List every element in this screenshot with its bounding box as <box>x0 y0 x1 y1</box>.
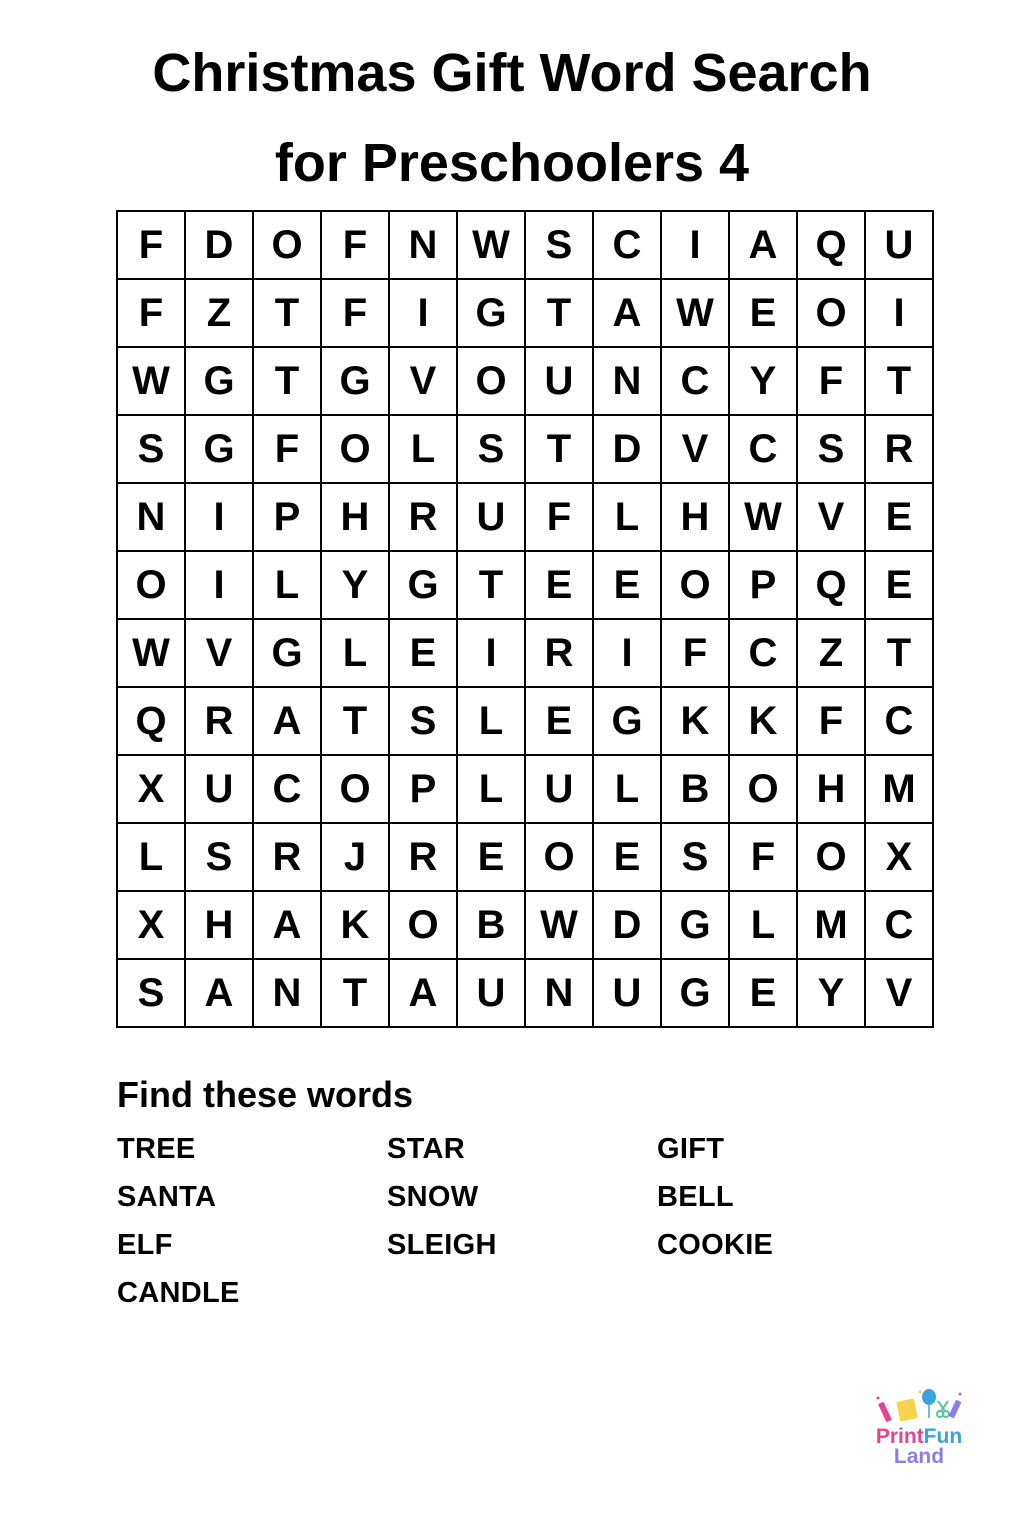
grid-row <box>117 891 933 959</box>
grid-cell: B <box>457 891 525 959</box>
grid-cell: V <box>185 619 253 687</box>
grid-cell: L <box>321 619 389 687</box>
grid-cell: H <box>661 483 729 551</box>
grid-cell: N <box>253 959 321 1027</box>
grid-cell: F <box>321 279 389 347</box>
page-title: Christmas Gift Word Search <box>152 43 872 103</box>
grid-cell: T <box>865 347 933 415</box>
grid-cell: X <box>865 823 933 891</box>
grid-cell: N <box>389 211 457 279</box>
grid-cell: O <box>321 755 389 823</box>
grid-cell: I <box>185 483 253 551</box>
grid-row <box>117 211 933 279</box>
grid-cell: E <box>525 687 593 755</box>
grid-cell: G <box>389 551 457 619</box>
grid-row <box>117 483 933 551</box>
grid-cell: W <box>729 483 797 551</box>
grid-cell: O <box>389 891 457 959</box>
grid-cell: F <box>729 823 797 891</box>
grid-cell: C <box>865 891 933 959</box>
grid-cell: U <box>457 483 525 551</box>
grid-cell: L <box>253 551 321 619</box>
grid-cell: X <box>117 891 185 959</box>
grid-cell: I <box>389 279 457 347</box>
grid-cell: G <box>661 959 729 1027</box>
grid-cell: F <box>661 619 729 687</box>
word-list-item: ELF <box>117 1229 173 1261</box>
grid-row <box>117 415 933 483</box>
grid-cell: S <box>797 415 865 483</box>
grid-cell: C <box>593 211 661 279</box>
grid-cell: F <box>321 211 389 279</box>
grid-cell: T <box>321 687 389 755</box>
grid-cell: U <box>593 959 661 1027</box>
grid-cell: G <box>253 619 321 687</box>
grid-cell: A <box>253 687 321 755</box>
grid-cell: T <box>253 279 321 347</box>
word-list-item: SLEIGH <box>387 1229 497 1261</box>
logo-text-line2: Land <box>893 1445 945 1468</box>
grid-cell: Q <box>117 687 185 755</box>
art-supplies-icon <box>874 1388 964 1428</box>
grid-cell: U <box>865 211 933 279</box>
grid-cell: W <box>117 347 185 415</box>
grid-cell: I <box>185 551 253 619</box>
grid-cell: X <box>117 755 185 823</box>
word-list-item: STAR <box>387 1133 465 1165</box>
grid-cell: O <box>525 823 593 891</box>
grid-cell: L <box>117 823 185 891</box>
grid-cell: H <box>797 755 865 823</box>
grid-cell: O <box>797 279 865 347</box>
grid-cell: I <box>457 619 525 687</box>
grid-cell: L <box>389 415 457 483</box>
grid-row <box>117 959 933 1027</box>
grid-cell: A <box>389 959 457 1027</box>
grid-cell: Z <box>185 279 253 347</box>
grid-cell: E <box>865 551 933 619</box>
grid-cell: O <box>253 211 321 279</box>
word-search-grid <box>116 210 934 1028</box>
grid-cell: O <box>797 823 865 891</box>
grid-row <box>117 347 933 415</box>
grid-cell: M <box>797 891 865 959</box>
grid-cell: L <box>729 891 797 959</box>
grid-cell: P <box>389 755 457 823</box>
grid-cell: R <box>185 687 253 755</box>
grid-cell: T <box>253 347 321 415</box>
grid-cell: T <box>525 415 593 483</box>
grid-cell: P <box>253 483 321 551</box>
grid-cell: T <box>865 619 933 687</box>
grid-cell: E <box>457 823 525 891</box>
word-list-heading: Find these words <box>117 1074 414 1115</box>
grid-cell: H <box>185 891 253 959</box>
grid-cell: F <box>525 483 593 551</box>
page-subtitle: for Preschoolers 4 <box>274 133 750 193</box>
grid-cell: C <box>661 347 729 415</box>
logo-text-print: Print <box>875 1425 924 1448</box>
grid-cell: Q <box>797 211 865 279</box>
grid-cell: K <box>729 687 797 755</box>
word-list-item: GIFT <box>657 1133 725 1165</box>
grid-cell: R <box>253 823 321 891</box>
grid-cell: I <box>661 211 729 279</box>
grid-cell: G <box>321 347 389 415</box>
grid-cell: R <box>865 415 933 483</box>
grid-cell: S <box>117 959 185 1027</box>
grid-cell: U <box>525 755 593 823</box>
word-list-item: COOKIE <box>657 1229 774 1261</box>
grid-cell: Z <box>797 619 865 687</box>
grid-cell: N <box>117 483 185 551</box>
grid-cell: L <box>457 755 525 823</box>
grid-cell: P <box>729 551 797 619</box>
grid-cell: T <box>321 959 389 1027</box>
grid-cell: C <box>865 687 933 755</box>
grid-cell: C <box>729 619 797 687</box>
grid-cell: Y <box>729 347 797 415</box>
word-list <box>117 1130 927 1322</box>
grid-cell: D <box>185 211 253 279</box>
grid-cell: E <box>865 483 933 551</box>
grid-cell: D <box>593 891 661 959</box>
printfunland-logo <box>868 1388 970 1472</box>
grid-cell: U <box>457 959 525 1027</box>
word-list-item: SNOW <box>387 1181 479 1213</box>
grid-cell: M <box>865 755 933 823</box>
grid-cell: W <box>525 891 593 959</box>
grid-cell: A <box>185 959 253 1027</box>
grid-cell: W <box>661 279 729 347</box>
grid-cell: E <box>389 619 457 687</box>
grid-cell: I <box>865 279 933 347</box>
grid-cell: B <box>661 755 729 823</box>
grid-cell: G <box>457 279 525 347</box>
grid-cell: R <box>389 483 457 551</box>
grid-cell: G <box>661 891 729 959</box>
grid-cell: S <box>185 823 253 891</box>
grid-cell: F <box>117 279 185 347</box>
grid-cell: A <box>253 891 321 959</box>
grid-row <box>117 755 933 823</box>
grid-row <box>117 551 933 619</box>
grid-cell: E <box>593 823 661 891</box>
grid-cell: G <box>185 347 253 415</box>
grid-cell: O <box>117 551 185 619</box>
grid-cell: N <box>593 347 661 415</box>
grid-cell: G <box>185 415 253 483</box>
grid-cell: S <box>389 687 457 755</box>
grid-cell: S <box>117 415 185 483</box>
grid-cell: F <box>253 415 321 483</box>
grid-cell: C <box>729 415 797 483</box>
grid-cell: V <box>797 483 865 551</box>
grid-cell: L <box>457 687 525 755</box>
grid-cell: Y <box>797 959 865 1027</box>
grid-cell: U <box>525 347 593 415</box>
word-list-item: CANDLE <box>117 1277 240 1309</box>
logo-text-fun: Fun <box>923 1425 963 1448</box>
grid-cell: F <box>797 687 865 755</box>
grid-cell: L <box>593 483 661 551</box>
grid-row <box>117 619 933 687</box>
grid-cell: O <box>729 755 797 823</box>
grid-cell: L <box>593 755 661 823</box>
grid-cell: D <box>593 415 661 483</box>
grid-cell: S <box>661 823 729 891</box>
grid-cell: E <box>593 551 661 619</box>
grid-cell: S <box>525 211 593 279</box>
grid-cell: V <box>661 415 729 483</box>
grid-cell: W <box>457 211 525 279</box>
word-list-item: TREE <box>117 1133 196 1165</box>
grid-cell: R <box>389 823 457 891</box>
grid-cell: F <box>117 211 185 279</box>
word-list-item: BELL <box>657 1181 734 1213</box>
grid-cell: J <box>321 823 389 891</box>
word-list-item: SANTA <box>117 1181 217 1213</box>
grid-cell: V <box>865 959 933 1027</box>
grid-cell: E <box>729 279 797 347</box>
grid-cell: F <box>797 347 865 415</box>
grid-cell: Q <box>797 551 865 619</box>
grid-cell: A <box>729 211 797 279</box>
grid-row <box>117 687 933 755</box>
grid-row <box>117 279 933 347</box>
grid-cell: C <box>253 755 321 823</box>
grid-cell: R <box>525 619 593 687</box>
grid-cell: T <box>525 279 593 347</box>
grid-cell: U <box>185 755 253 823</box>
grid-cell: I <box>593 619 661 687</box>
grid-cell: K <box>321 891 389 959</box>
grid-cell: O <box>661 551 729 619</box>
grid-cell: V <box>389 347 457 415</box>
grid-row <box>117 823 933 891</box>
grid-cell: A <box>593 279 661 347</box>
grid-cell: S <box>457 415 525 483</box>
grid-cell: K <box>661 687 729 755</box>
grid-cell: W <box>117 619 185 687</box>
grid-cell: E <box>525 551 593 619</box>
grid-cell: H <box>321 483 389 551</box>
grid-cell: T <box>457 551 525 619</box>
grid-cell: O <box>457 347 525 415</box>
grid-cell: N <box>525 959 593 1027</box>
grid-cell: G <box>593 687 661 755</box>
grid-cell: E <box>729 959 797 1027</box>
grid-cell: Y <box>321 551 389 619</box>
grid-cell: O <box>321 415 389 483</box>
